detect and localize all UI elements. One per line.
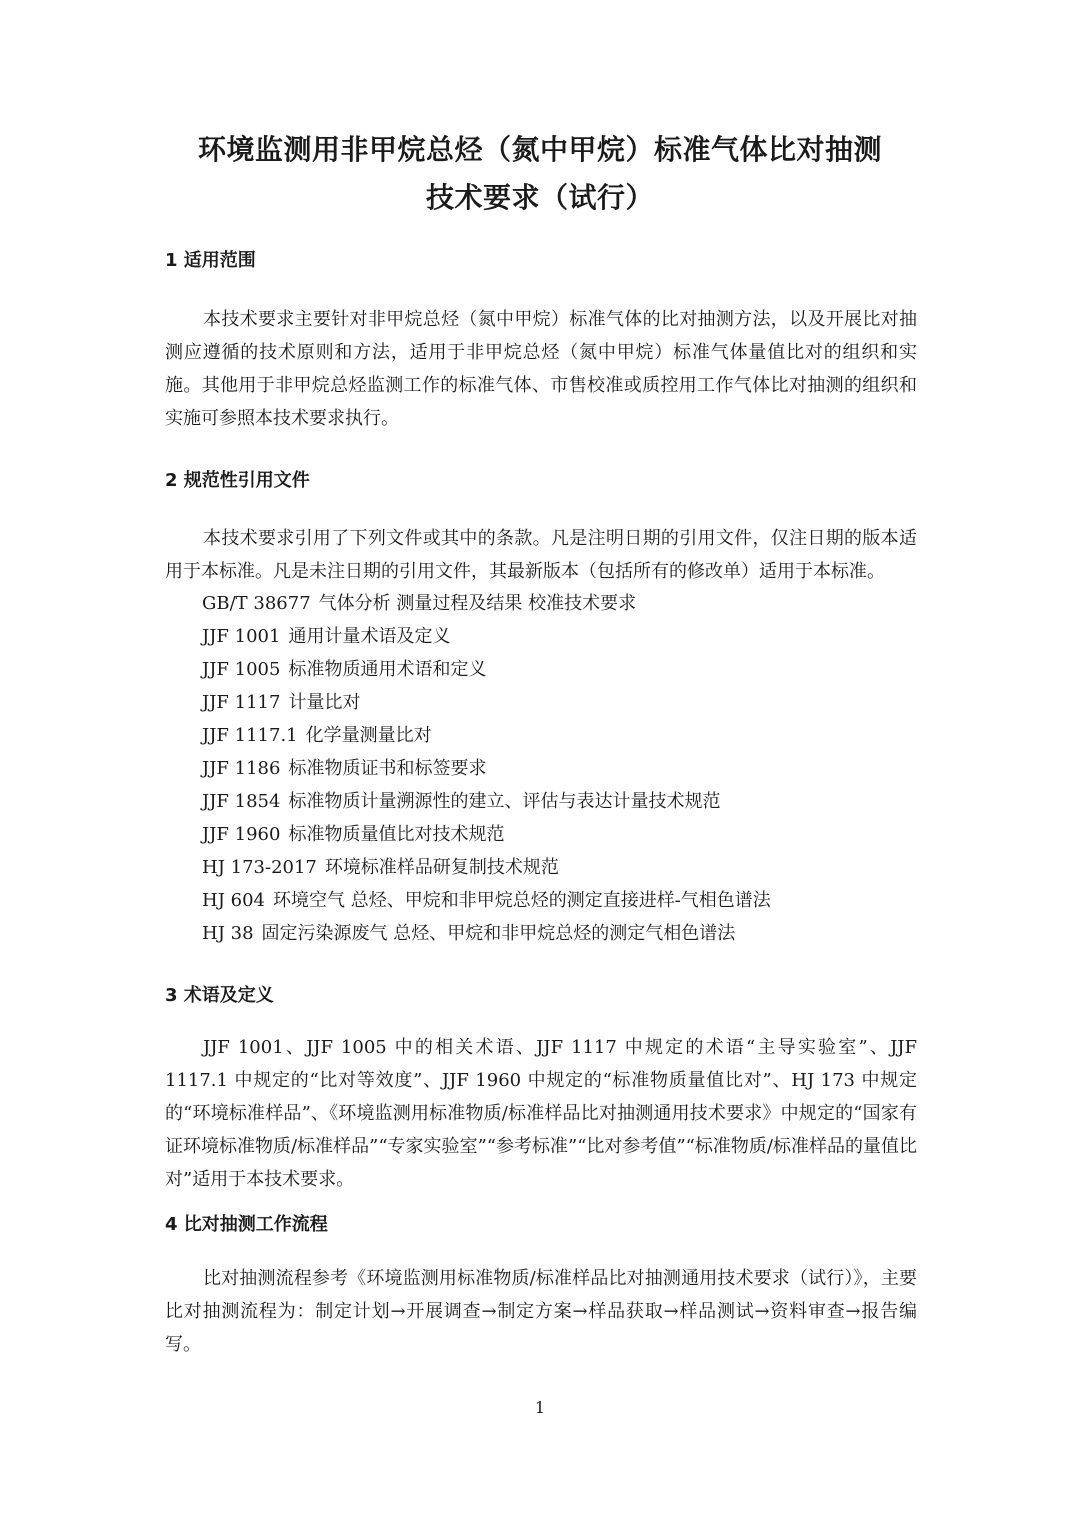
reference-item [202,884,771,917]
reference-code: JJF 1186 [202,758,281,779]
section-2-heading: 2 规范性引用文件 [165,470,310,491]
reference-title: 环境标准样品研复制技术规范 [324,857,559,878]
reference-item [202,686,771,719]
reference-title: 化学量测量比对 [305,725,432,746]
reference-title: 标准物质证书和标签要求 [288,758,487,779]
reference-code: GB/T 38677 [202,593,311,614]
document-title-line-1: 环境监测用非甲烷总烃（氮中甲烷）标准气体比对抽测 [197,133,882,166]
reference-item [202,587,771,620]
reference-code: HJ 604 [202,890,265,911]
section-1-paragraph: 本技术要求主要针对非甲烷总烃（氮中甲烷）标准气体的比对抽测方法，以及开展比对抽测应遵循的技术原则和方法，适用于非甲烷总烃（氮中甲烷）标准气体量值比对的组织和实施。其他用于非甲烷总烃监测工作的标准气体、市售校准或质控用工作气体比对抽测的组织和实施可参照本技术要求执行。 [165,309,917,429]
reference-item [202,818,771,851]
reference-code: JJF 1854 [202,791,281,812]
reference-title: 标准物质量值比对技术规范 [288,824,505,845]
reference-title: 环境空气 总烃、甲烷和非甲烷总烃的测定直接进样-气相色谱法 [273,890,771,911]
reference-title: 标准物质通用术语和定义 [288,659,487,680]
reference-title: 标准物质计量溯源性的建立、评估与表达计量技术规范 [288,791,721,812]
reference-item [202,917,771,950]
reference-item [202,653,771,686]
reference-title: 固定污染源废气 总烃、甲烷和非甲烷总烃的测定气相色谱法 [261,923,736,944]
section-3-paragraph: JJF 1001、JJF 1005 中的相关术语、JJF 1117 中规定的术语“主导实验室”、JJF 1117.1 中规定的“比对等效度”、JJF 1960 中规定的“标准物质量值比对”、HJ 173 中规定的“环境标准样品”、《环境监测用标准物质/标准样品比对抽测通用技术要求》中规定的“国家有证环境标准物质/标准样品”“专家实验室”“参考标准”“比对参考值”“标准物质/标准样品的量值比对”适用于本技术要求。 [165,1037,917,1190]
reference-item [202,752,771,785]
reference-item [202,620,771,653]
reference-title: 通用计量术语及定义 [288,626,451,647]
reference-code: JJF 1960 [202,824,281,845]
reference-code: JJF 1001 [202,626,281,647]
page-number: 1 [534,1398,546,1417]
reference-item [202,785,771,818]
reference-code: HJ 173-2017 [202,857,317,878]
section-4-paragraph: 比对抽测流程参考《环境监测用标准物质/标准样品比对抽测通用技术要求（试行）》，主要比对抽测流程为：制定计划→开展调查→制定方案→样品获取→样品测试→资料审查→报告编写。 [165,1268,917,1355]
reference-code: JJF 1117.1 [202,725,298,746]
section-1-heading: 1 适用范围 [165,250,256,271]
section-4-heading: 4 比对抽测工作流程 [165,1214,328,1235]
section-2-paragraph: 本技术要求引用了下列文件或其中的条款。凡是注明日期的引用文件，仅注日期的版本适用于本标准。凡是未注日期的引用文件，其最新版本（包括所有的修改单）适用于本标准。 [165,528,917,582]
reference-code: HJ 38 [202,923,254,944]
reference-item [202,851,771,884]
reference-item [202,719,771,752]
section-3-heading: 3 术语及定义 [165,985,274,1006]
reference-title: 计量比对 [288,692,361,713]
reference-code: JJF 1005 [202,659,281,680]
reference-list [202,587,771,950]
reference-title: 气体分析 测量过程及结果 校准技术要求 [318,593,637,614]
reference-code: JJF 1117 [202,692,281,713]
document-title-line-2: 技术要求（试行） [425,181,654,214]
